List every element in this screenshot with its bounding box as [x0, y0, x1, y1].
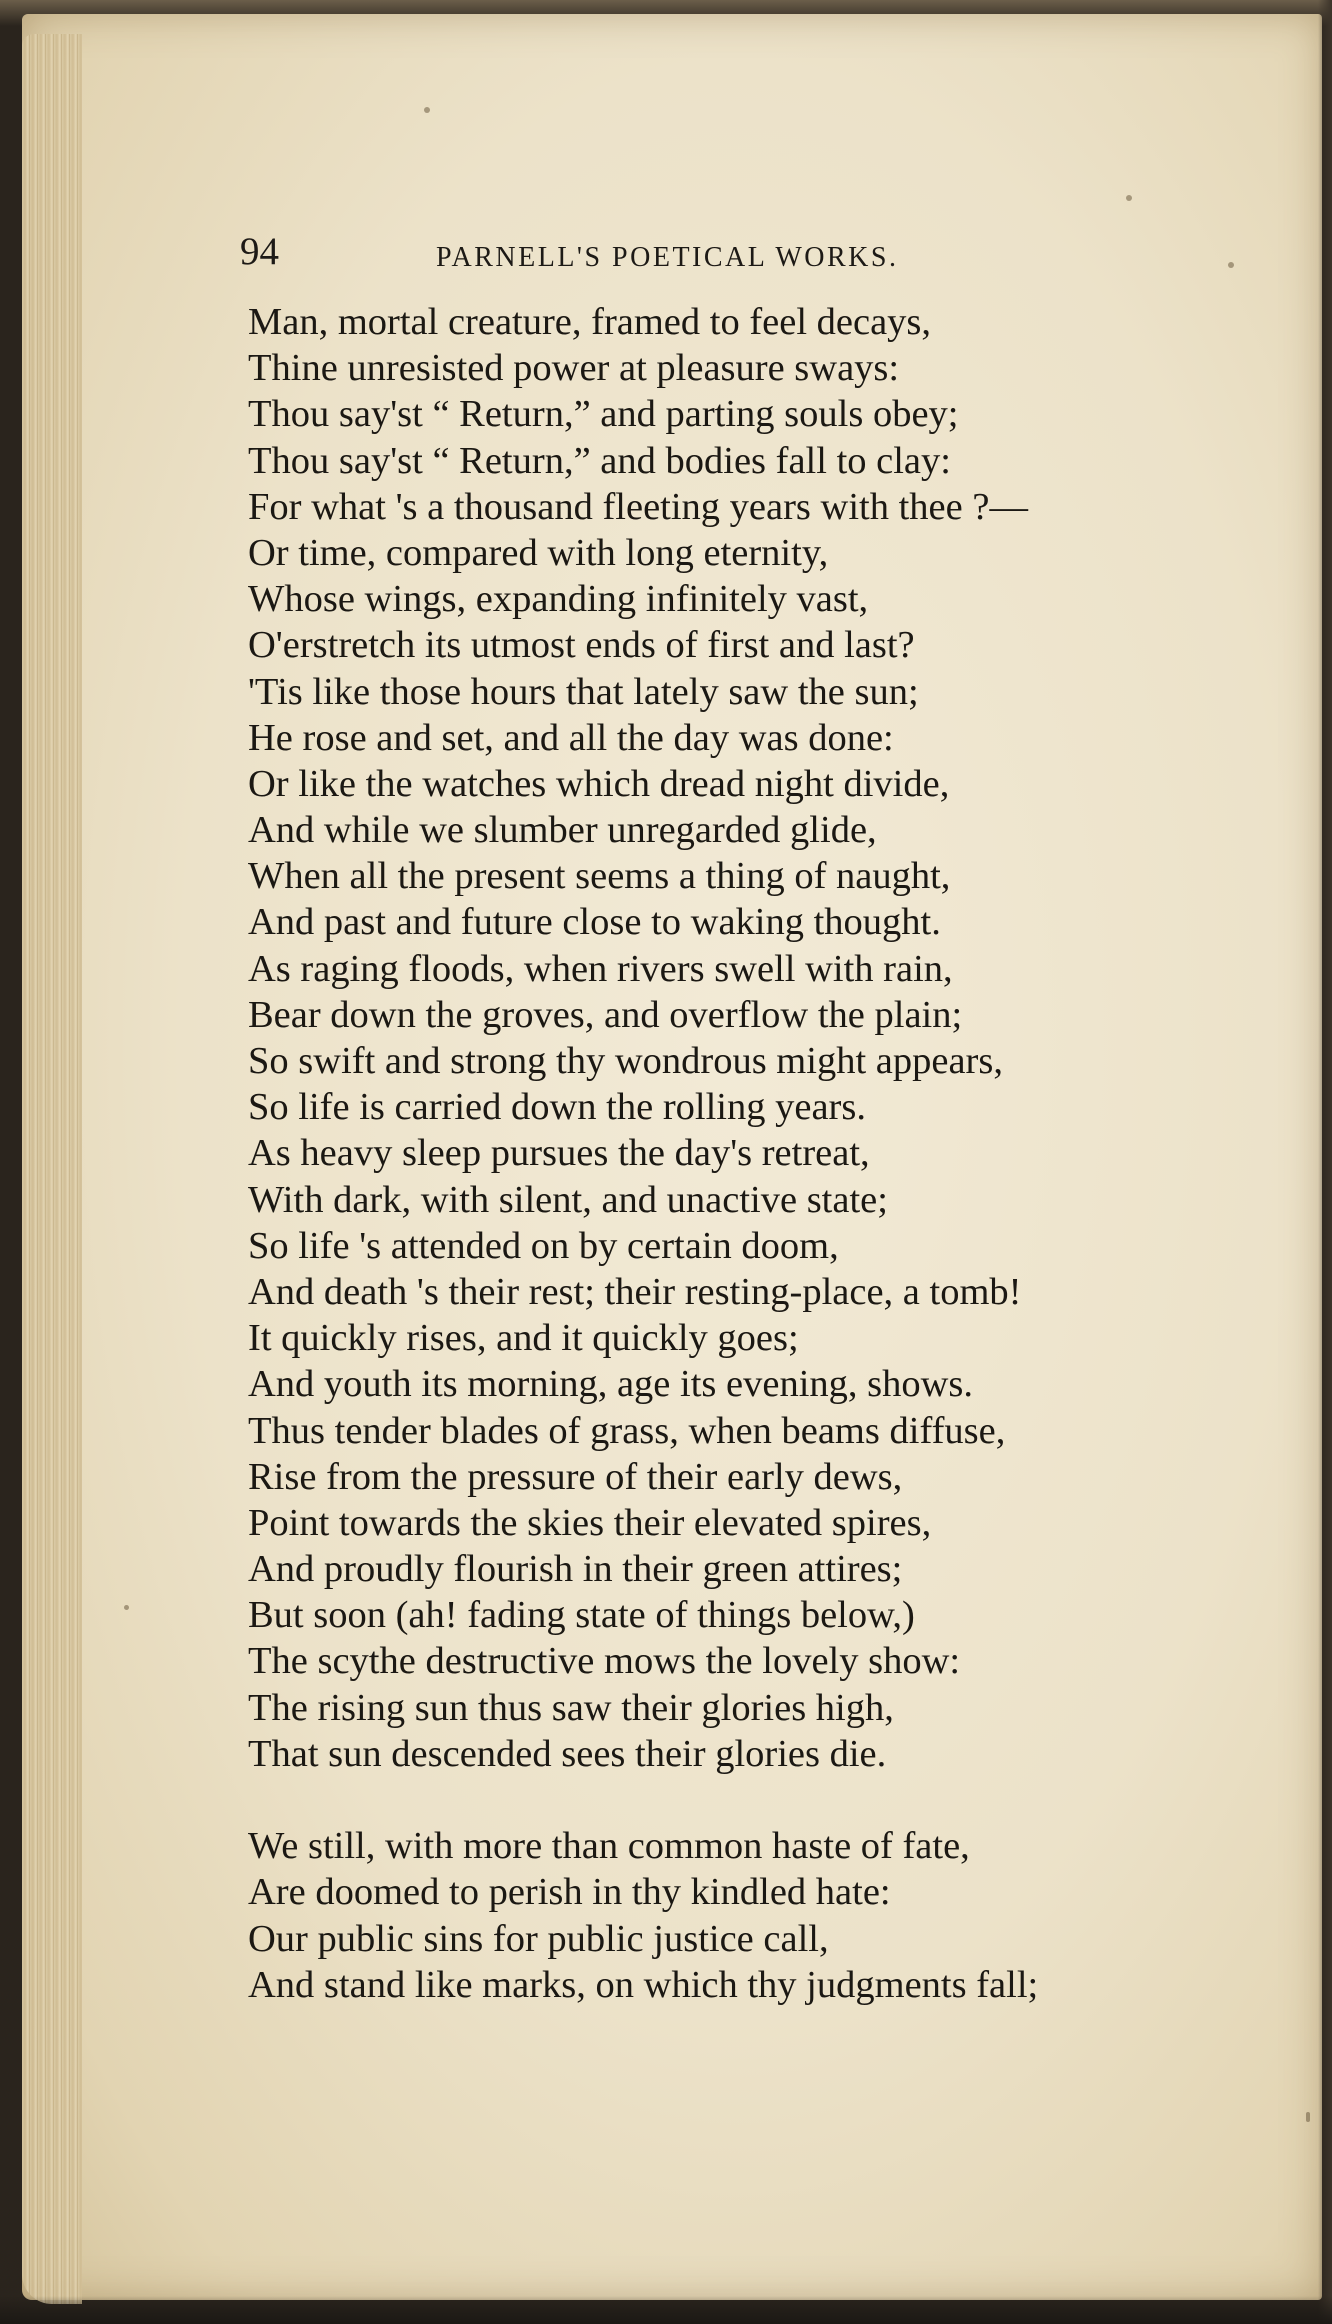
poem-line: As heavy sleep pursues the day's retreat,: [248, 1132, 870, 1175]
poem-line: And proudly flourish in their green attires;: [248, 1548, 903, 1591]
poem-line: Thou say'st “ Return,” and bodies fall to clay:: [248, 439, 951, 482]
poem-line: He rose and set, and all the day was done:: [248, 716, 894, 759]
poem-line: 'Tis like those hours that lately saw the sun;: [248, 670, 919, 713]
page-edge-stack: [22, 34, 82, 2304]
poem-text: [248, 299, 1258, 2008]
running-title: PARNELL'S POETICAL WORKS.: [436, 242, 899, 273]
poem-line: And stand like marks, on which thy judgments fall;: [248, 1963, 1039, 2006]
poem-line: Thou say'st “ Return,” and parting souls obey;: [248, 393, 959, 436]
paper-speck: [1126, 195, 1132, 201]
poem-line: We still, with more than common haste of fate,: [248, 1825, 970, 1868]
poem-line: So life is carried down the rolling years.: [248, 1086, 866, 1129]
bottom-edge-shadow: [0, 2296, 1332, 2324]
poem-line: Are doomed to perish in thy kindled hate:: [248, 1871, 891, 1914]
running-header: [240, 228, 1060, 288]
poem-line: Point towards the skies their elevated spires,: [248, 1501, 932, 1544]
poem-line: And while we slumber unregarded glide,: [248, 809, 877, 852]
poem-line: Whose wings, expanding infinitely vast,: [248, 578, 869, 621]
poem-line: And youth its morning, age its evening, shows.: [248, 1363, 974, 1406]
poem-line: And death 's their rest; their resting-place, a tomb!: [248, 1270, 1022, 1313]
poem-line: So swift and strong thy wondrous might appears,: [248, 1040, 1003, 1082]
poem-line: And past and future close to waking thought.: [248, 901, 941, 944]
paper-speck: [124, 1605, 129, 1610]
poem-line: It quickly rises, and it quickly goes;: [248, 1317, 799, 1360]
poem-line: The scythe destructive mows the lovely show:: [248, 1640, 961, 1683]
poem-line: Man, mortal creature, framed to feel decays,: [248, 301, 932, 343]
poem-line: Our public sins for public justice call,: [248, 1917, 829, 1960]
stanza: [248, 1823, 1258, 2008]
poem-line: So life 's attended on by certain doom,: [248, 1224, 839, 1267]
paper-speck: [1306, 2112, 1310, 2122]
right-edge-shadow: [1318, 0, 1332, 2324]
poem-line: When all the present seems a thing of naught,: [248, 855, 951, 898]
poem-line: O'erstretch its utmost ends of first and last?: [248, 624, 915, 667]
paper-speck: [1228, 262, 1234, 268]
poem-line: Rise from the pressure of their early dews,: [248, 1455, 903, 1498]
poem-line: But soon (ah! fading state of things below,): [248, 1594, 915, 1637]
poem-line: With dark, with silent, and unactive state;: [248, 1178, 888, 1221]
poem-line: Bear down the groves, and overflow the plain;: [248, 993, 963, 1036]
poem-line: As raging floods, when rivers swell with rain,: [248, 947, 953, 990]
poem-line: Or like the watches which dread night divide,: [248, 762, 950, 805]
poem-line: The rising sun thus saw their glories high,: [248, 1686, 894, 1729]
poem-line: Thine unresisted power at pleasure sways:: [248, 347, 900, 390]
poem-line: For what 's a thousand fleeting years with thee ?—: [248, 485, 1028, 528]
page-number: 94: [240, 230, 279, 273]
poem-line: Thus tender blades of grass, when beams diffuse,: [248, 1409, 1006, 1452]
paper-speck: [424, 107, 430, 113]
poem-line: That sun descended sees their glories die.: [248, 1732, 887, 1775]
stanza: [248, 299, 1258, 1777]
poem-line: Or time, compared with long eternity,: [248, 531, 829, 574]
